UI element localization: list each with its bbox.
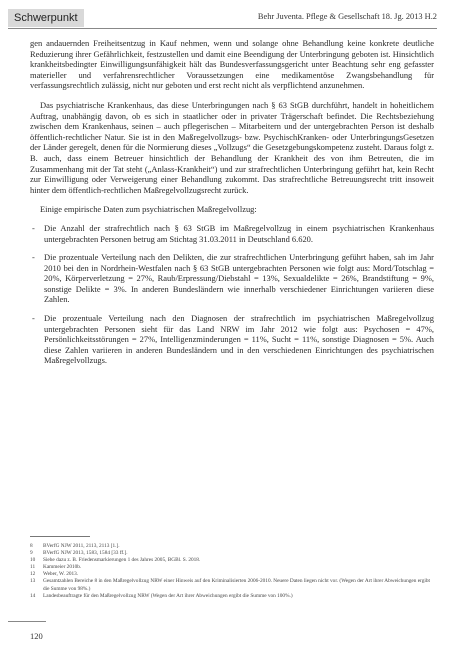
footnote-text: Siehe dazu z. B. Friedensmarkierungen 1 des Jahres 2005, BGBl. S. 2018. xyxy=(43,557,201,564)
footnote-text: Weber, W. 2013. xyxy=(43,571,79,578)
footnote-number: 13 xyxy=(30,578,36,585)
footnote-number: 8 xyxy=(30,543,33,549)
header-rule xyxy=(8,28,437,29)
footnote-number: 14 xyxy=(30,592,36,599)
footnote-text: Landesbeauftragte für den Maßregelvollzug NRW (Wegen der Art ihrer Abweichungen ergibt die Summe von 100%.) xyxy=(43,592,293,599)
dash-marker: - xyxy=(32,222,35,233)
data-list xyxy=(30,223,434,366)
footnote-text: Gesamtzahlen Bereiche 8 in den Maßregelvollzug NRW einer Hinweis auf den Kriminalisierten 2006-2010. Neuere Daten liegen nicht vor. (Wegen der Art ihrer Abweichungen ergibt die Summe von 98%.) xyxy=(43,578,430,592)
journal-citation: Behr Juventa. Pflege & Gesellschaft 18. Jg. 2013 H.2 xyxy=(257,12,437,21)
footnote-rule xyxy=(30,536,90,537)
footnote-text: BVerfG NJW 2013, 1583, 1584 [33 ff.]. xyxy=(43,550,128,557)
footnote xyxy=(30,564,434,571)
dash-marker: - xyxy=(32,313,35,324)
page-number-rule xyxy=(8,621,46,622)
page-header xyxy=(0,6,449,30)
footnote-text: BVerfG NJW 2011, 2113, 2113 [1.]. xyxy=(43,543,120,549)
footnotes xyxy=(30,536,434,600)
footnote-text: Kammeier 2010b. xyxy=(43,564,82,571)
dash-marker: - xyxy=(32,252,35,263)
footnote xyxy=(30,578,434,592)
list-item-text: Die prozentuale Verteilung nach den Diagnosen der strafrechtlich im psychiatrischen Maßregelvollzug untergebrachten Personen sieht für das Land NRW im Jahr 2012 wie folgt aus: Psychosen = 47%, Persönlichkeitsstörungen = 27%, Intelligenzminderungen = 11%, Sucht = 11%, sonstige Diagnosen = 5%. Auch diese Zahlen variieren in anderen Bundesländern und in den verschiedenen Einrichtungen des psychiatrischen Maßregelvollzugs. xyxy=(44,313,434,366)
list-item xyxy=(30,223,434,244)
page-number: 120 xyxy=(30,631,43,641)
section-label: Schwerpunkt xyxy=(8,9,84,27)
footnote-number: 12 xyxy=(30,571,36,578)
list-item-text: Die Anzahl der strafrechtlich nach § 63 StGB im Maßregelvollzug in einem psychiatrischen Krankenhaus untergebrachten Personen betrug am Stichtag 31.03.2011 in Deutschland 6.620. xyxy=(44,222,434,244)
list-item xyxy=(30,313,434,366)
list-item xyxy=(30,252,434,305)
footnote-number: 9 xyxy=(30,550,33,557)
footnote-number: 11 xyxy=(30,564,36,571)
article-body xyxy=(30,38,434,366)
footnote-number: 10 xyxy=(30,557,36,564)
footnote xyxy=(30,557,434,564)
footnote xyxy=(30,593,434,600)
list-item-text: Die prozentuale Verteilung nach den Delikten, die zur strafrechtlichen Unterbringung geführt haben, sah im Jahr 2010 bei den in Nordrhein-Westfalen nach § 63 StGB untergebrachten Personen wie folgt aus: Mord/Totschlag = 20%, Körperverletzung = 27%, Raub/Erpressung/Diebstahl = 13%, Sexualdelikte = 26%, Brandstiftung = 9%, sonstige Delikte = 3%. In anderen Bundesländern wie innerhalb verschiedener Einrichtungen variieren diese Zahlen. xyxy=(44,252,434,305)
footnote xyxy=(30,550,434,557)
data-intro: Einige empirische Daten zum psychiatrischen Maßregelvollzug: xyxy=(40,204,257,215)
paragraph-1: gen andauernden Freiheitsentzug in Kauf nehmen, wenn und solange ohne Behandlung keine konkrete deutliche Reduzierung ihrer Gefährlichkeit, festzustellen und damit eine Beendigung der Unterbringung geboten ist. Hinsichtlich krankheitsbedingter Einwilligungsunfähigkeit hält das Bundesverfassungsgericht unter Beachtung sehr eng gefasster materieller und verfahrensrechtlicher Voraussetzungen eine medikamentöse Zwangsbehandlung für verfassungsrechtlich zulässig, nicht nur geboten und erst recht nicht als verpflichtend anzunehmen. xyxy=(30,38,434,91)
paragraph-2: Das psychiatrische Krankenhaus, das diese Unterbringungen nach § 63 StGB durchführt, handelt in hoheitlichem Auftrag, unabhängig davon, ob es sich in staatlicher oder in privater Trägerschaft befindet. Die Rechtsbeziehung zwischen dem Krankenhaus, seinen – auch pflegerischen – Mitarbeitern und der untergebrachten Person ist deshalb öffentlich-rechtlicher Natur. Sie ist in den Maßregelvollzugs- bzw. PsychischKranken- oder UnterbringungsGesetzen der Länder geregelt, denen für die Normierung dieses „Vollzugs“ die Gesetzgebungskompetenz zusteht. Daraus folgt z. B. auch, dass einem Betreuer hinsichtlich der Behandlung der Krankheit des von ihm Betreuten, die im Zusammenhang mit der Tat steht („Anlass-Krankheit“) und zur strafrechtlichen Unterbringung geführt hat, kein Recht zur Einwilligung oder Verweigerung einer Behandlung zukommt. Das strafrechtliche Betreuungsrecht tritt insoweit hinter dem öffentlich-rechtlichen Maßregelvollzugsrecht zurück. xyxy=(30,99,434,195)
